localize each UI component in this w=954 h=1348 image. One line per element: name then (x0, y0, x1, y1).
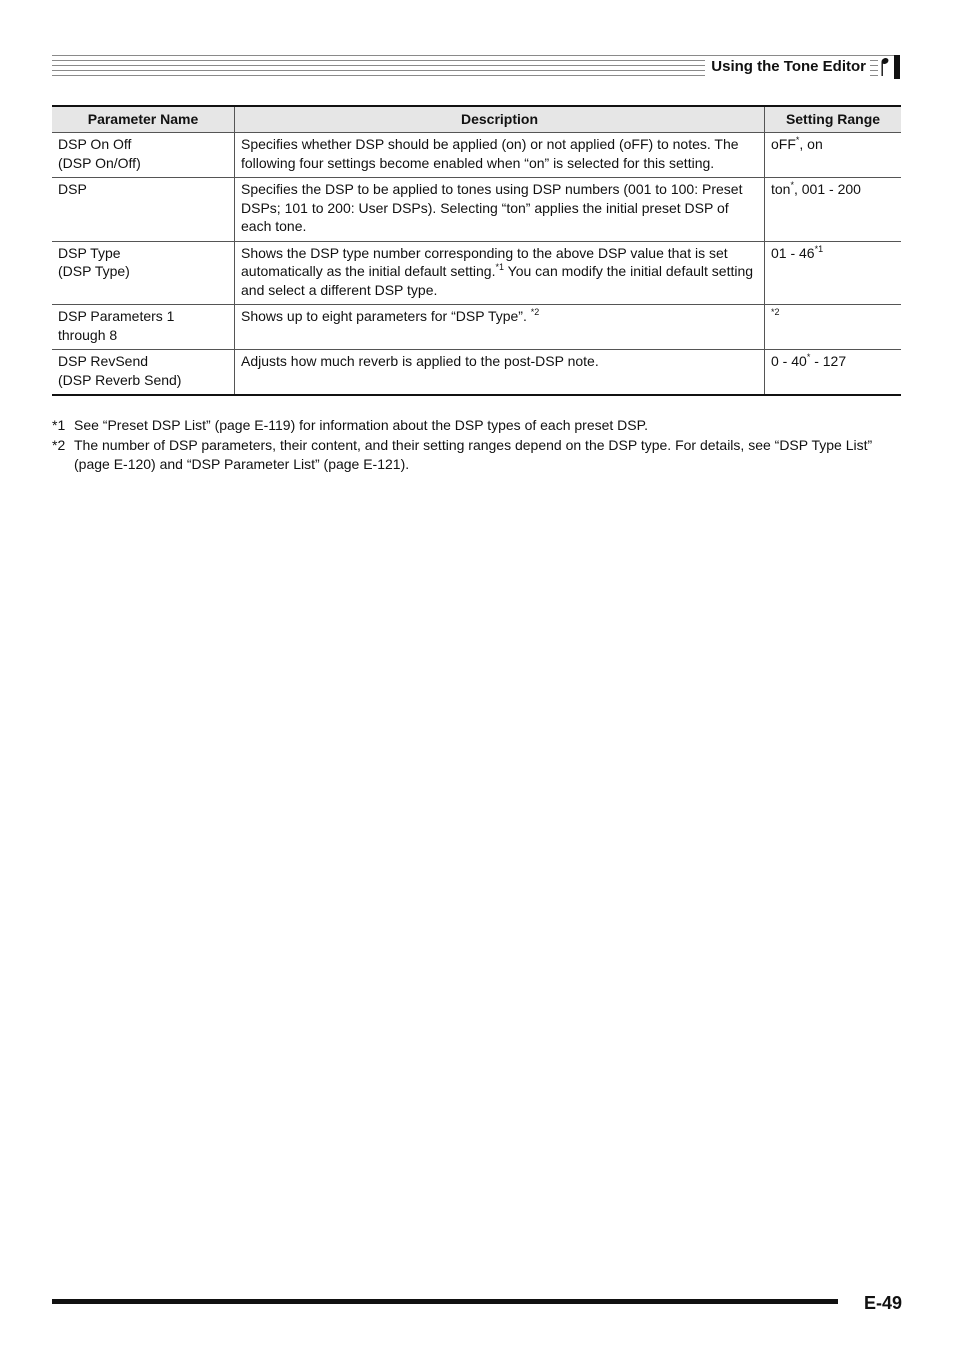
footnote-ref: * (795, 135, 800, 145)
music-note-icon (878, 56, 894, 78)
table-row (52, 133, 901, 178)
description-text: Shows up to eight parameters for “DSP Type”. (241, 308, 531, 324)
footnote (52, 416, 901, 435)
footnote-ref: *1 (814, 243, 824, 254)
table-row (52, 305, 901, 350)
setting-range-cell (765, 133, 902, 178)
column-header: Setting Range (765, 106, 902, 133)
description-cell (235, 305, 765, 350)
parameter-name: DSP (58, 181, 87, 197)
description-cell (235, 133, 765, 178)
page-number: E-49 (863, 1293, 902, 1313)
parameter-name-cell (52, 133, 235, 178)
section-title: Using the Tone Editor (705, 56, 870, 78)
parameter-name-cell (52, 178, 235, 242)
column-header: Description (235, 106, 765, 133)
range-text: , on (799, 136, 823, 152)
description-text: Specifies the DSP to be applied to tones using DSP numbers (001 to 100: Preset DSPs; 101 to 200: User DSPs). Selecting “ton” applies the initial preset DSP of each tone. (241, 181, 743, 234)
setting-range-cell (765, 305, 902, 350)
parameter-name-cell (52, 305, 235, 350)
footnotes (52, 416, 901, 475)
footnote-text: The number of DSP parameters, their content, and their setting ranges depend on the DSP type. For details, see “DSP Type List” (page E-120) and “DSP Parameter List” (page E-121). (74, 437, 873, 472)
footnote-ref: * (806, 352, 811, 362)
range-text: oFF (771, 136, 796, 152)
footnote-mark: *1 (52, 417, 66, 433)
description-text: You can modify the initial default setting and select a different DSP type. (241, 263, 754, 298)
description-cell (235, 350, 765, 396)
parameter-name-cell (52, 241, 235, 305)
parameter-alias: (DSP Reverb Send) (58, 371, 182, 388)
setting-range-cell (765, 241, 902, 305)
footnote (52, 436, 901, 474)
footnote-mark: *2 (52, 437, 66, 453)
description-text: Adjusts how much reverb is applied to the post-DSP note. (241, 353, 599, 369)
description-cell (235, 241, 765, 305)
range-text: , 001 - 200 (793, 181, 861, 197)
parameter-name-cell (52, 350, 235, 396)
parameter-name-cont: through 8 (58, 326, 118, 343)
parameter-name: DSP RevSend (58, 353, 149, 369)
footnote-ref: *2 (771, 307, 780, 317)
parameter-alias: (DSP Type) (58, 263, 130, 279)
parameter-name: DSP Parameters 1 (58, 308, 175, 324)
range-text: 01 - 46 (771, 244, 815, 261)
footnote-ref: * (790, 180, 794, 190)
description-text: Specifies whether DSP should be applied (on) or not applied (oFF) to notes. The following four settings become enabled when “on” is selected for this setting. (241, 136, 739, 171)
parameter-name: DSP Type (58, 244, 121, 261)
range-text: ton (771, 181, 791, 197)
table-row (52, 241, 901, 305)
range-text: 0 - 40 (771, 353, 807, 369)
footer-rule (52, 1299, 838, 1304)
description-cell (235, 178, 765, 242)
parameter-name: DSP On Off (58, 136, 132, 152)
footnote-text: See “Preset DSP List” (page E-119) for information about the DSP types of each preset DSP. (74, 417, 649, 433)
footnote-ref: *1 (495, 262, 504, 272)
setting-range-cell (765, 350, 902, 396)
table-row (52, 178, 901, 242)
column-header: Parameter Name (52, 106, 235, 133)
table-header-row (52, 106, 901, 133)
range-text: - 127 (810, 353, 847, 369)
footnote-ref: *2 (530, 307, 540, 317)
parameter-alias: (DSP On/Off) (58, 154, 141, 171)
table-row (52, 350, 901, 396)
parameter-table (52, 105, 901, 396)
setting-range-cell (765, 178, 902, 242)
description-text: Shows the DSP type number corresponding to the above DSP value that is set automatically as the initial default setting. (241, 244, 728, 279)
